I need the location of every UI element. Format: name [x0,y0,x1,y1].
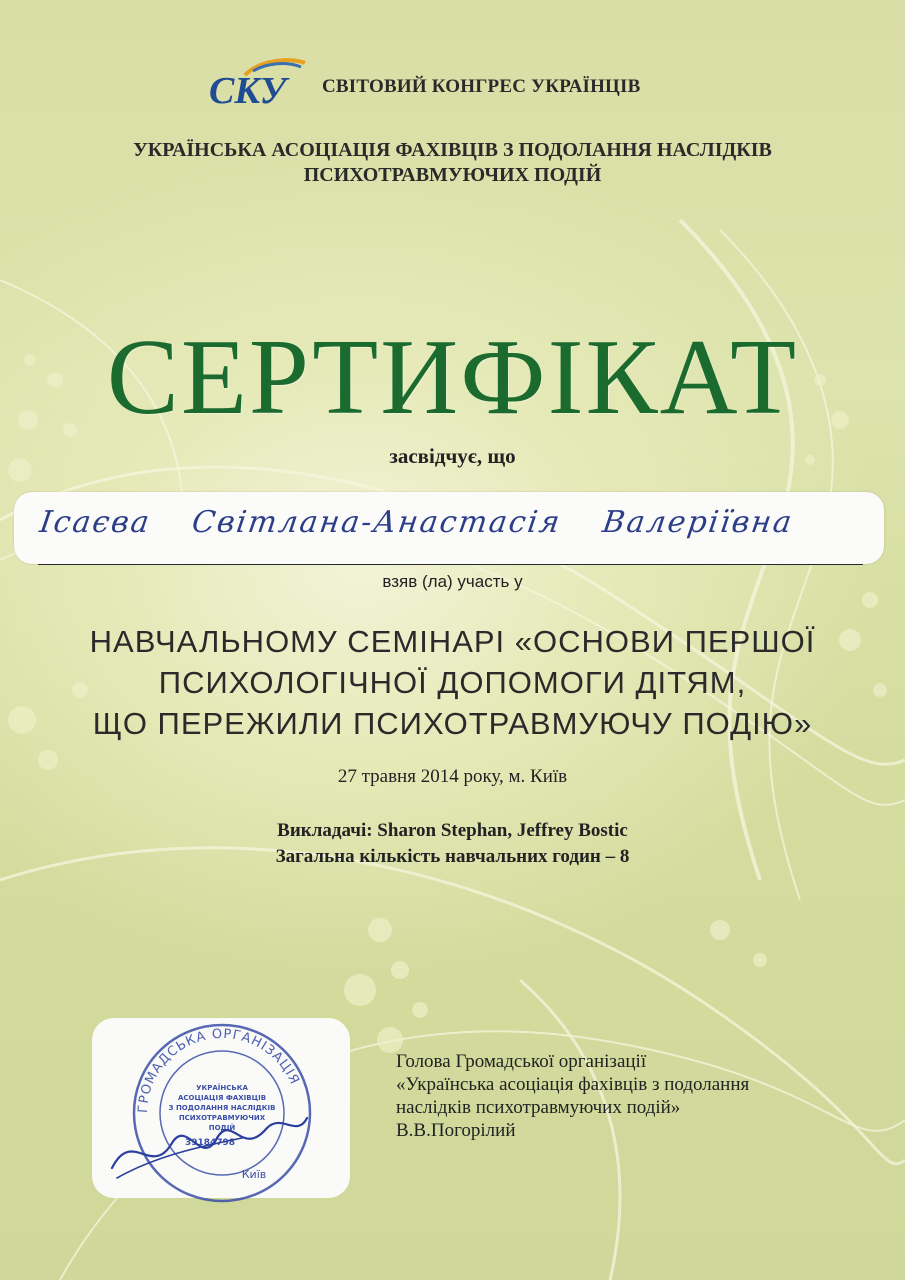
svg-text:З ПОДОЛАННЯ НАСЛІДКІВ: З ПОДОЛАННЯ НАСЛІДКІВ [168,1104,276,1112]
svg-text:Київ: Київ [241,1168,267,1181]
svg-text:ГРОМАДСЬКА ОРГАНІЗАЦІЯ: ГРОМАДСЬКА ОРГАНІЗАЦІЯ [135,1026,302,1114]
seminar-date: 27 травня 2014 року, м. Київ [337,766,568,787]
seminar-title-line2: ПСИХОЛОГІЧНОЇ ДОПОМОГИ ДІТЯМ, [158,665,747,700]
association-name-line1: УКРАЇНСЬКА АСОЦІАЦІЯ ФАХІВЦІВ З ПОДОЛАННЯ НАСЛІДКІВ [133,139,772,161]
svg-text:ПСИХОТРАВМУЮЧИХ: ПСИХОТРАВМУЮЧИХ [178,1114,266,1122]
official-stamp [92,1018,350,1208]
teachers: Викладачі: Sharon Stephan, Jeffrey Bostic [277,820,628,841]
sku-logo [205,55,315,115]
signatory-line3: наслідків психотравмуючих подій» [396,1097,681,1118]
took-part-text: взяв (ла) участь у [382,572,523,591]
recipient-name: Ісаєва Світлана-Анастасія Валеріївна [37,505,796,540]
certificate-title: СЕРТИФІКАТ [106,318,799,437]
signatory-line2: «Українська асоціація фахівців з подолання [396,1074,750,1095]
certifies-text: засвідчує, що [389,444,516,468]
svg-text:ПОДІЙ: ПОДІЙ [208,1124,236,1132]
signatory-name: В.В.Погорілий [396,1120,516,1141]
svg-text:39184798: 39184798 [184,1138,236,1148]
congress-name: СВІТОВИЙ КОНГРЕС УКРАЇНЦІВ [322,76,641,97]
signatory-block [396,1050,876,1142]
name-underline [38,564,863,565]
svg-text:СКУ: СКУ [209,70,287,112]
total-hours: Загальна кількість навчальних годин – 8 [275,846,630,867]
signatory-line1: Голова Громадської організації [396,1051,647,1072]
svg-text:АСОЦІАЦІЯ ФАХІВЦІВ: АСОЦІАЦІЯ ФАХІВЦІВ [177,1094,267,1102]
seminar-title-line1: НАВЧАЛЬНОМУ СЕМІНАРІ «ОСНОВИ ПЕРШОЇ [89,624,816,659]
svg-text:УКРАЇНСЬКА: УКРАЇНСЬКА [196,1084,248,1092]
association-name-line2: ПСИХОТРАВМУЮЧИХ ПОДІЙ [303,164,602,186]
seminar-title-line3: ЩО ПЕРЕЖИЛИ ПСИХОТРАВМУЮЧУ ПОДІЮ» [92,706,813,741]
